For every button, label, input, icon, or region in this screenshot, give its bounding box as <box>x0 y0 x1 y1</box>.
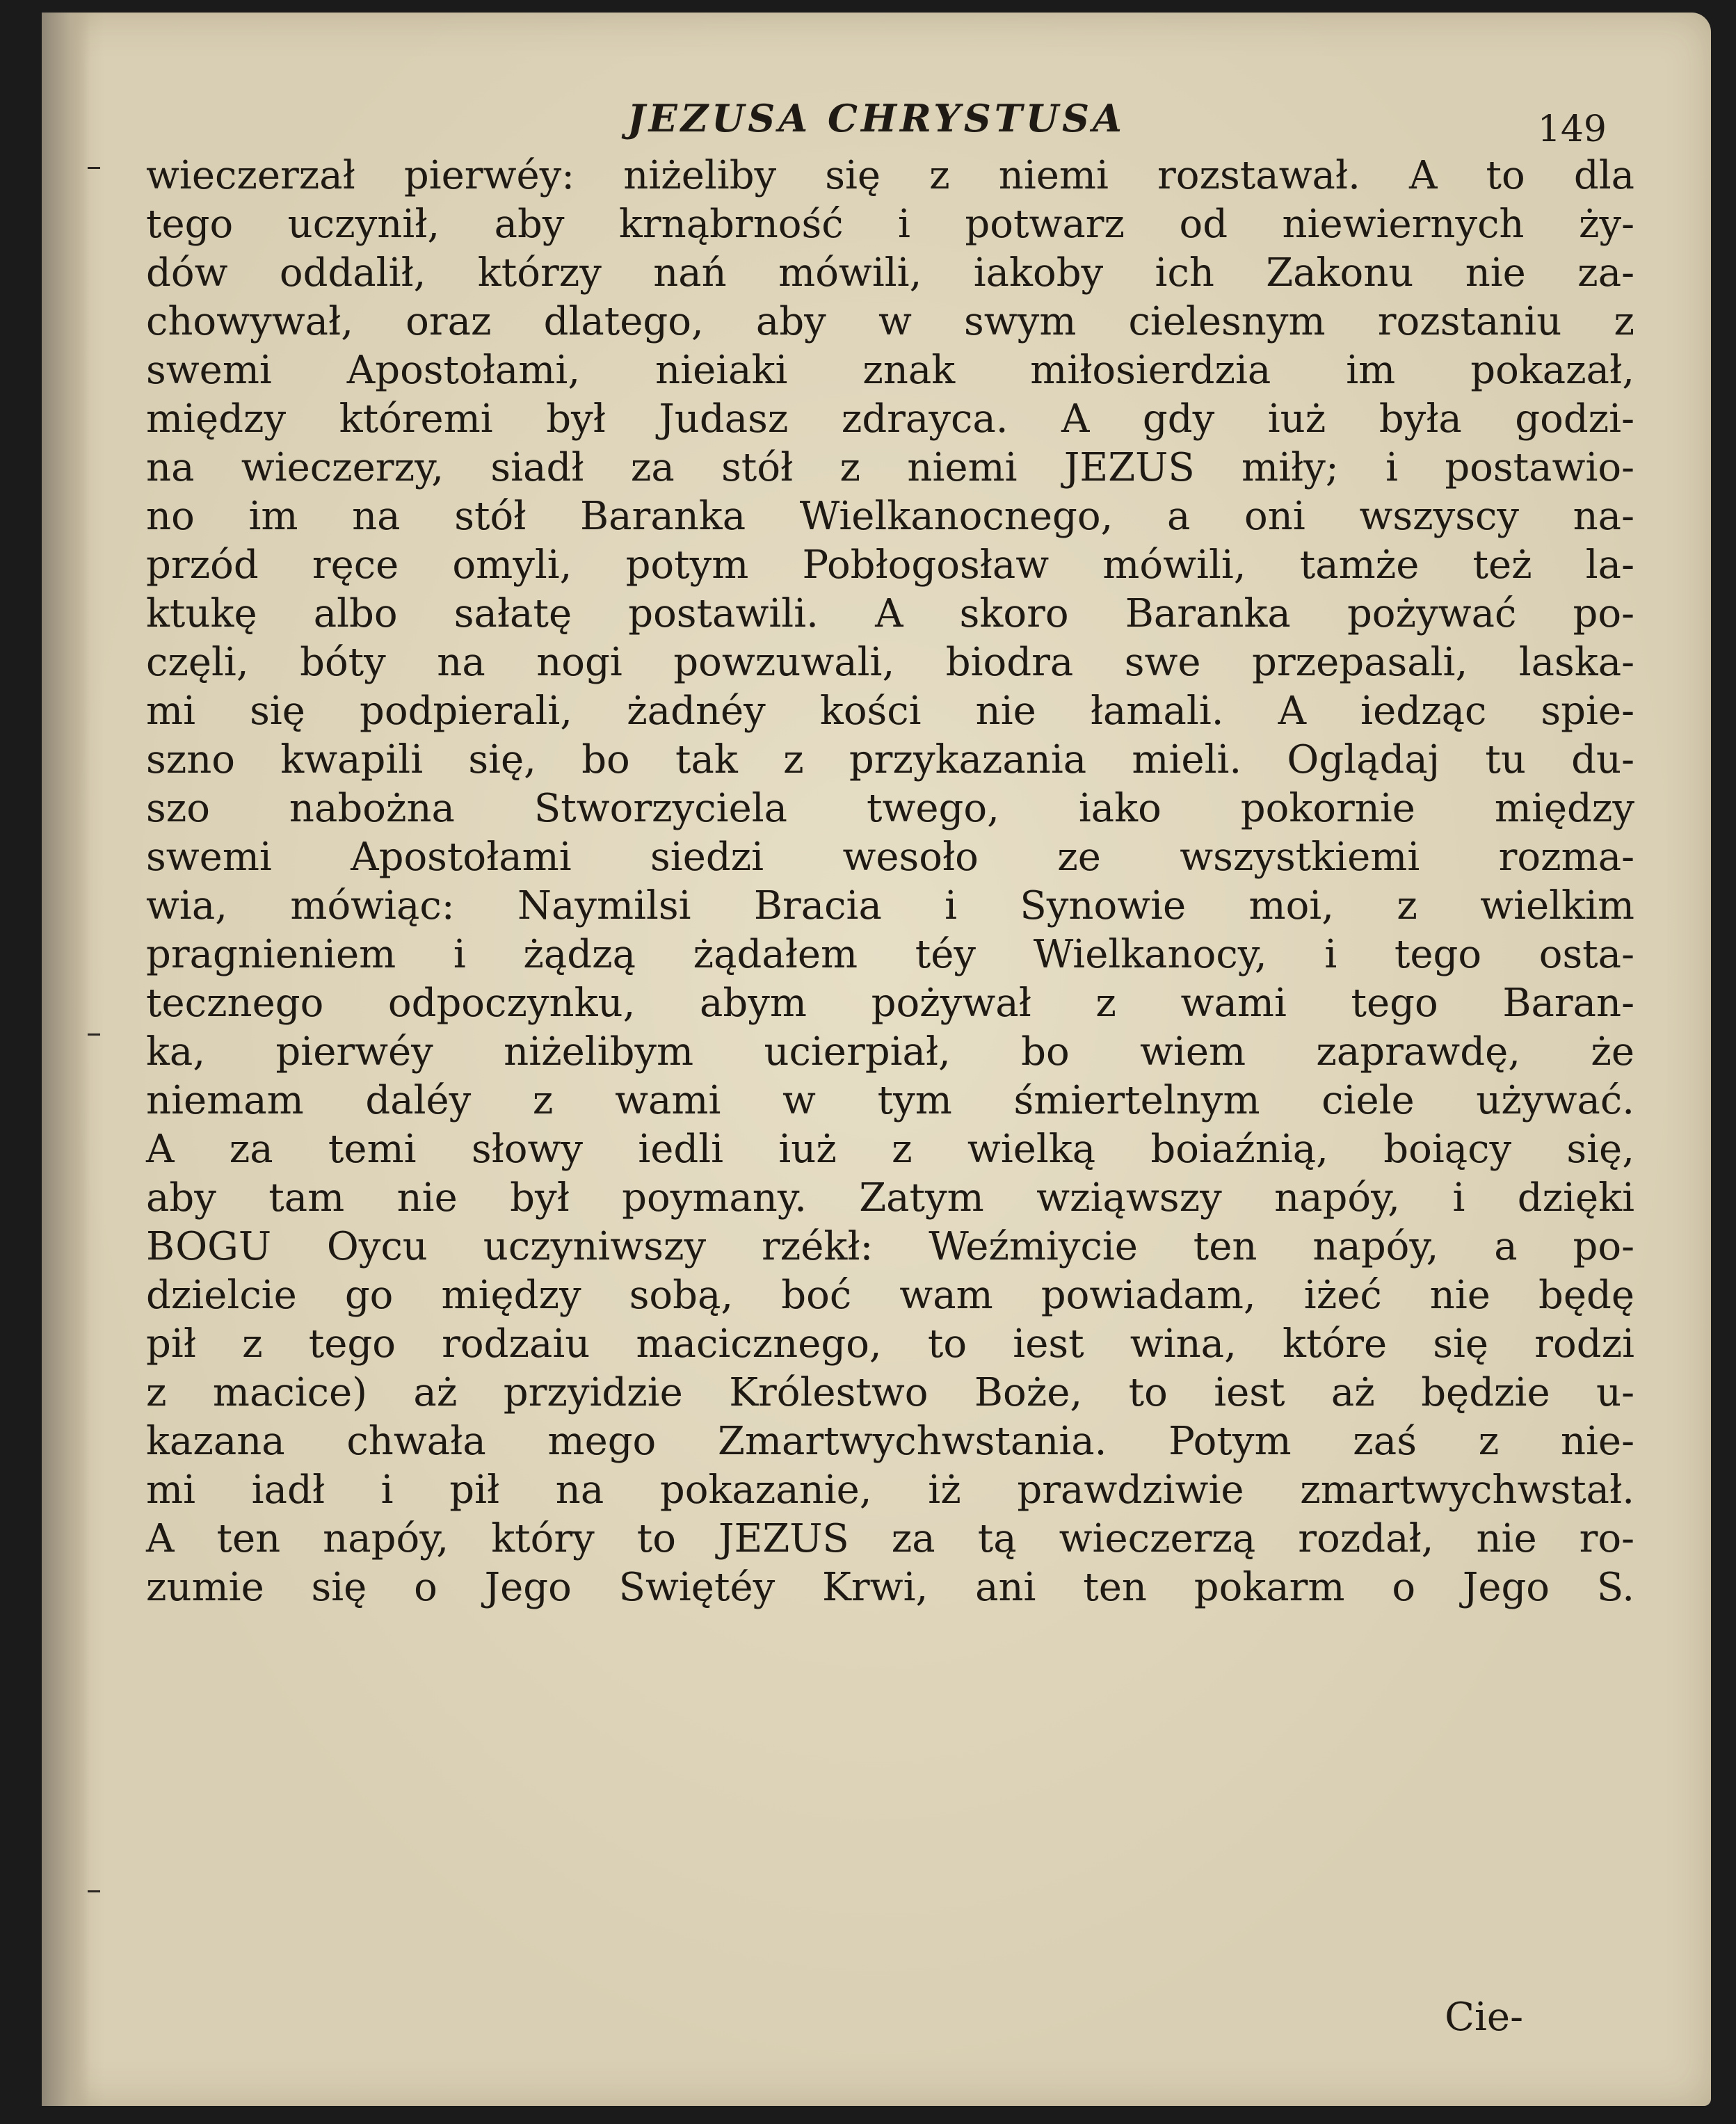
text-line: dzielcie go między sobą, boć wam powiadam, iżeć nie będę <box>146 1273 1634 1318</box>
margin-mark <box>88 167 100 169</box>
text-line: swemi Apostołami siedzi wesoło ze wszystkiemi rozma- <box>146 835 1634 880</box>
text-line: szo nabożna Stworzyciela twego, iako pokornie między <box>146 786 1634 831</box>
text-line: mi się podpierali, żadnéy kości nie łamali. A iedząc spie- <box>146 689 1634 734</box>
text-line: tego uczynił, aby krnąbrność i potwarz od niewiernych ży- <box>146 202 1634 247</box>
text-line: na wieczerzy, siadł za stół z niemi JEZUS miły; i postawio- <box>146 445 1634 490</box>
text-line: wia, mówiąc: Naymilsi Bracia i Synowie moi, z wielkim <box>146 883 1634 928</box>
text-line: A ten napóy, który to JEZUS za tą wieczerzą rozdał, nie ro- <box>146 1516 1634 1561</box>
text-line: A za temi słowy iedli iuż z wielką boiaźnią, boiący się, <box>146 1127 1634 1172</box>
text-line: częli, bóty na nogi powzuwali, biodra swe przepasali, laska- <box>146 640 1634 685</box>
text-line: swemi Apostołami, nieiaki znak miłosierdzia im pokazał, <box>146 348 1634 393</box>
catchword: Cie- <box>1445 1995 1523 2040</box>
text-line: między któremi był Judasz zdrayca. A gdy iuż była godzi- <box>146 396 1634 442</box>
binding-gutter <box>42 13 90 2106</box>
text-line: aby tam nie był poymany. Zatym wziąwszy napóy, i dzięki <box>146 1175 1634 1221</box>
body-text <box>146 152 1634 1612</box>
text-line: przód ręce omyli, potym Pobłogosław mówili, tamże też la- <box>146 542 1634 588</box>
margin-mark <box>88 1033 100 1036</box>
text-line: niemam daléy z wami w tym śmiertelnym ciele używać. <box>146 1078 1634 1123</box>
text-line: tecznego odpoczynku, abym pożywał z wami tego Baran- <box>146 981 1634 1026</box>
running-head: JEZUSA CHRYSTUSA <box>627 96 1125 140</box>
text-line: mi iadł i pił na pokazanie, iż prawdziwie zmartwychwstał. <box>146 1467 1634 1513</box>
text-line: ka, pierwéy niżelibym ucierpiał, bo wiem zaprawdę, że <box>146 1029 1634 1075</box>
text-line: ktukę albo sałatę postawili. A skoro Baranka pożywać po- <box>146 591 1634 636</box>
text-line: pił z tego rodzaiu macicznego, to iest wina, które się rodzi <box>146 1321 1634 1367</box>
text-line: z macice) aż przyidzie Królestwo Boże, to iest aż będzie u- <box>146 1370 1634 1415</box>
text-line: dów oddalił, którzy nań mówili, iakoby ich Zakonu nie za- <box>146 250 1634 296</box>
text-line: szno kwapili się, bo tak z przykazania mieli. Oglądaj tu du- <box>146 737 1634 782</box>
margin-mark <box>88 1890 100 1892</box>
text-line: no im na stół Baranka Wielkanocnego, a oni wszyscy na- <box>146 494 1634 539</box>
text-line: chowywał, oraz dlatego, aby w swym cielesnym rozstaniu z <box>146 299 1634 344</box>
text-line: BOGU Oycu uczyniwszy rzékł: Weźmiycie ten napóy, a po- <box>146 1224 1634 1269</box>
book-page <box>42 13 1711 2106</box>
page-number: 149 <box>1537 108 1607 150</box>
text-line: pragnieniem i żądzą żądałem téy Wielkanocy, i tego osta- <box>146 932 1634 977</box>
text-line: zumie się o Jego Swiętéy Krwi, ani ten pokarm o Jego S. <box>146 1565 1634 1610</box>
text-line: kazana chwała mego Zmartwychwstania. Potym zaś z nie- <box>146 1419 1634 1464</box>
text-line: wieczerzał pierwéy: niżeliby się z niemi rozstawał. A to dla <box>146 153 1634 198</box>
